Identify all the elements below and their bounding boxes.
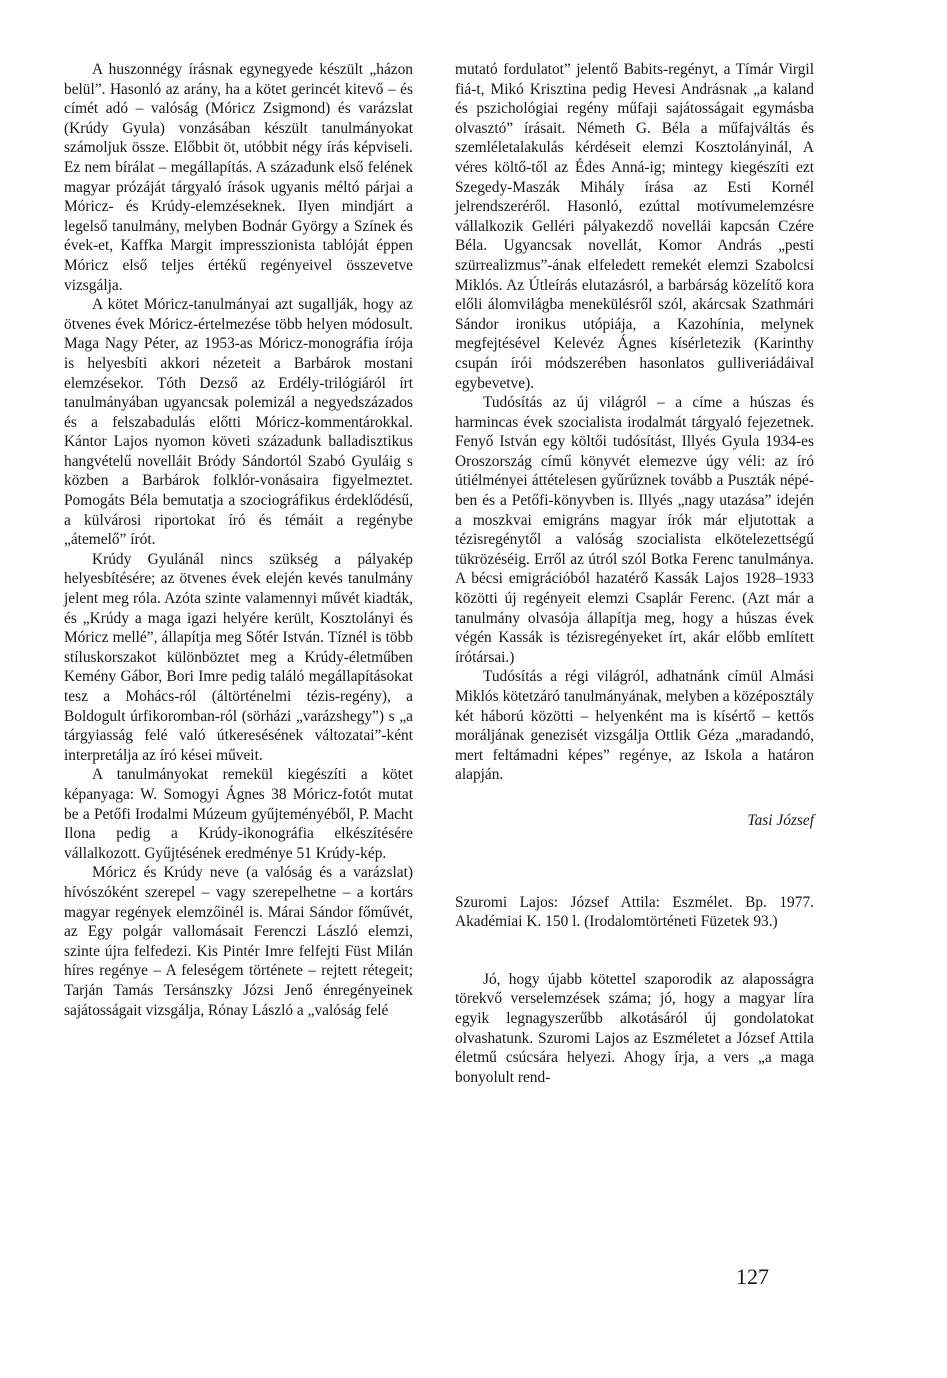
left-paragraph-3: Krúdy Gyulánál nincs szükség a pályakép helyesbítésére; az ötvenes évek elején kevés tanulmány jelent meg róla. Azóta szinte valamennyi művét kiadták, és „Krúdy a maga igazi helyére került, Kosztolányi és Móricz mellé”, állapítja meg Sőtér István. Tíznél is több stíluskorszakot különböztet meg a Krúdy-életműben Kemény Gábor, Bori Imre pedig találó megállapításokat tesz a Mohács-ról (áltörténelmi tézis-regény), a Boldogult úrfikoromban-ról (sörházi „varázshegy”) s „a tárgyiasság felé való útkeresésének változatai”-ként interpretálja az író kései műveit. <box>64 550 413 764</box>
page-number: 127 <box>736 1264 769 1289</box>
review-heading: Szuromi Lajos: József Attila: Eszmélet. Bp. 1977. Akadémiai K. 150 l. (Irodalomtörténeti Füzetek 93.) <box>455 893 814 931</box>
left-paragraph-5: Móricz és Krúdy neve (a valóság és a varázslat) hívószóként szerepel – vagy szerepelhetne – a kortárs magyar regények elemzőinél is. Márai Sándor főművét, az Egy polgár vallomásait Ferenczi László elemzi, szinte újra felfedezi. Kis Pintér Imre felfejti Füst Milán híres regénye – A feleségem története – rejtett rétegeit; Tarján Tamás Tersánszky Józsi Jenő énregényeinek sajátosságait vizsgálja, Rónay László a „valóság felé <box>64 864 413 1019</box>
review-body: Jó, hogy újabb kötettel szaporodik az alaposságra törekvő verselemzések száma; jó, hogy a magyar líra egyik legnagyszerűbb alkotásáról új gondolatokat olvashatunk. Szuromi Lajos az Eszméletet a József Attila életmű csúcsára helyezi. Ahogy írja, a vers „a maga bonyolult rend- <box>455 970 814 1086</box>
left-paragraph-1: A huszonnégy írásnak egynegyede készült „házon belül”. Hasonló az arány, ha a kötet gerincét kitevő – és címét adó – valóság (Móricz Zsigmond) és varázslat (Krúdy Gyula) vonzásában készült tanulmányokat számoljuk össze. Előbbit öt, utóbbit négy írás képviseli. Ez nem bírálat – megállapítás. A századunk első felének magyar prózáját tárgyaló írások ugyanis méltó párjai a Móricz- és Krúdy-elemzéseknek. Ilyen mindjárt a legelső tanulmány, melyben Bodnár György a Színek és évek-et, Kaffka Margit impresszionista tablóját éppen Móricz első teljes értékű regényeivel összevetve vizsgálja. <box>64 61 413 294</box>
left-paragraph-2: A kötet Móricz-tanulmányai azt sugallják, hogy az ötvenes évek Móricz-értelmezése több helyen módosult. Maga Nagy Péter, az 1953-as Móricz-monográfia írója is helyesbíti akkori nézeteit a Barbárok mostani elemzésekor. Tóth Dezső az Erdély-trilógiáról írt tanulmányában ugyancsak polemizál a negyedszázados és a felszabadulás előtti Móricz-kommentárokkal. Kántor Lajos nyomon követi századunk balladisztikus hangvételű novelláit Bródy Sándortól Szabó Gyuláig s közben a Barbárok folklór-vonásaira figyelmeztet. Pomogáts Béla bemutatja a szociográfikus érdeklődésű, a külvárosi riportokat író és témáit a regénybe „átemelő” írót. <box>64 296 413 549</box>
right-paragraph-1: mutató fordulatot” jelentő Babits-regényt, a Tímár Virgil fiá-t, Mikó Krisztina pedig Hevesi Andrásnak „a kaland és pszichológiai regény műfaji sajátosságait egymásba olvasztó” írásait. Németh G. Béla a műfajváltás és szemléletalakulás kérdéseit elemzi Kosztolányinál, A véres költő-től az Édes Anná-ig; mintegy kiegészíti ezt Szegedy-Maszák Mihály írása az Esti Kornél jelrendszeréről. Hasonló, ezúttal motívumelemzésre vállalkozik Gelléri pályakezdő novellái kapcsán Czére Béla. Ugyancsak novellát, Komor András „pesti szürrealizmus”-ának elfeledett remekét elemzi Szabolcsi Miklós. Az Útleírás elutazásról, a barbárság közelítő kora előli álomvilágba menekülésről szól, akárcsak Szathmári Sándor ironikus utópiája, a Kazohínia, melynek megfejtésével Kelevéz Ágnes kísérletezik (Karinthy csupán írói módszerében hasonlatos gulliveriádáival egybevetve). <box>455 61 814 392</box>
left-column <box>64 60 413 1020</box>
right-column <box>455 60 814 1087</box>
right-paragraph-3: Tudósítás a régi világról, adhatnánk címül Almási Miklós kötetzáró tanulmányának, melyben a középosztály két háború közötti – helyenként ma is kísértő – kettős moráljának genezisét vizsgálja Ottlik Géza „maradandó, mert feltámadni képes” regénye, az Iskola a határon alapján. <box>455 668 814 784</box>
right-paragraph-2: Tudósítás az új világról – a címe a húszas és harmincas évek szocialista irodalmát tárgyaló fejezetnek. Fenyő István egy költői tudósítást, Illyés Gyula 1934-es Oroszország című könyvét elemezve úgy véli: az író útiélményei áttételesen gyűrűznek tovább a Puszták népé-ben és a Petőfi-könyvben is. Illyés „nagy utazása” idején a moszkvai emigráns magyar írók már eljutottak a tézisregénytől a valóság szocialista elkötelezettségű tükrözéséig. Erről az útról szól Botka Ferenc tanulmánya. A bécsi emigrációból hazatérő Kassák Lajos 1928–1933 közötti új regényeit elemzi Csaplár Ferenc. (Azt már a tanulmány olvasója állapítja meg, hogy a húszas évek végén Kassák is tézisregényeket írt, akár előbb említett írótársai.) <box>455 394 814 666</box>
reviewer-signature: Tasi József <box>747 811 814 829</box>
left-paragraph-4: A tanulmányokat remekül kiegészíti a kötet képanyaga: W. Somogyi Ágnes 38 Móricz-fotót mutat be a Petőfi Irodalmi Múzeum gyűjteményéből, P. Macht Ilona pedig a Krúdy-ikonográfia elkészítésére vállalkozott. Gyűjtésének eredménye 51 Krúdy-kép. <box>64 766 413 862</box>
